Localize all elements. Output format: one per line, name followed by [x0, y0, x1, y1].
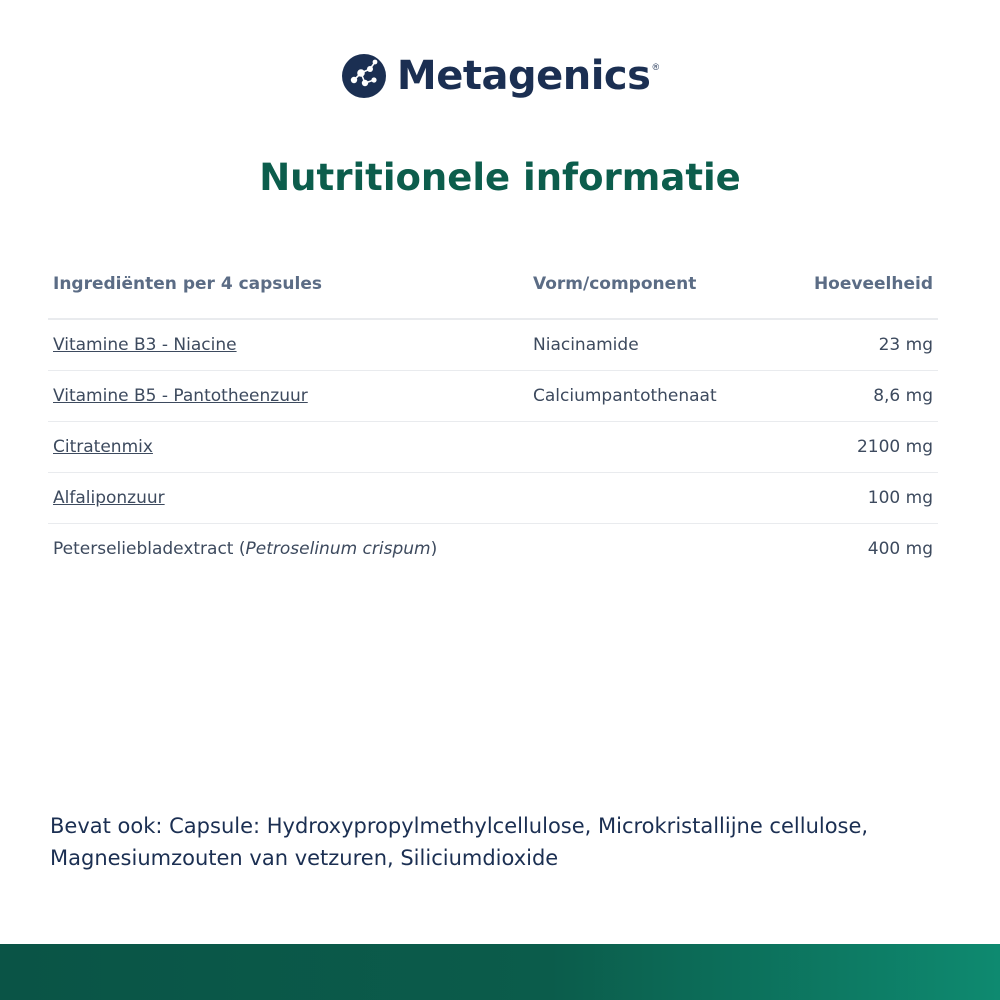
brand-logo: [0, 50, 1000, 102]
ingredient-link-alfaliponzuur[interactable]: Alfaliponzuur: [53, 488, 165, 508]
amount-cell: 400 mg: [867, 539, 933, 559]
page-title: Nutritionele informatie: [259, 156, 741, 199]
form-cell: Calciumpantothenaat: [528, 371, 808, 422]
form-cell: [528, 524, 808, 575]
form-cell: Niacinamide: [528, 319, 808, 371]
ingredient-name-close: ): [430, 539, 438, 559]
ingredient-latin-name: Petroselinum crispum: [245, 539, 431, 559]
form-cell: [528, 422, 808, 473]
ingredient-link-citratenmix[interactable]: Citratenmix: [53, 437, 153, 457]
amount-cell: 100 mg: [808, 473, 938, 524]
table-row: [48, 422, 938, 473]
footer-band: [0, 944, 1000, 1000]
ingredient-link-pantotheenzuur[interactable]: Vitamine B5 - Pantotheenzuur: [53, 386, 308, 406]
amount-cell: 23 mg: [808, 319, 938, 371]
ingredient-link-niacine[interactable]: Vitamine B3 - Niacine: [53, 335, 237, 355]
header-form: Vorm/component: [528, 250, 808, 319]
table-row: [48, 371, 938, 422]
registered-mark: ®: [652, 62, 660, 72]
amount-cell: 8,6 mg: [808, 371, 938, 422]
nutrition-table: [48, 250, 938, 574]
form-cell: [528, 473, 808, 524]
table-row: [48, 319, 938, 371]
table-row: [48, 473, 938, 524]
header-amount: Hoeveelheid: [808, 250, 938, 319]
ingredient-cell: [48, 524, 528, 575]
also-contains-text: Bevat ook: Capsule: Hydroxypropylmethylcellulose, Microkristallijne cellulose, Magnesiumzouten van vetzuren, Siliciumdioxide: [50, 814, 869, 870]
table-header-row: [48, 250, 938, 319]
header-ingredients: Ingrediënten per 4 capsules: [48, 250, 528, 319]
brand-name: Metagenics: [396, 53, 651, 99]
molecule-logo-icon: [341, 53, 387, 99]
ingredient-name: Peterseliebladextract (: [53, 539, 246, 559]
table-row: [48, 524, 938, 575]
amount-cell: 2100 mg: [808, 422, 938, 473]
